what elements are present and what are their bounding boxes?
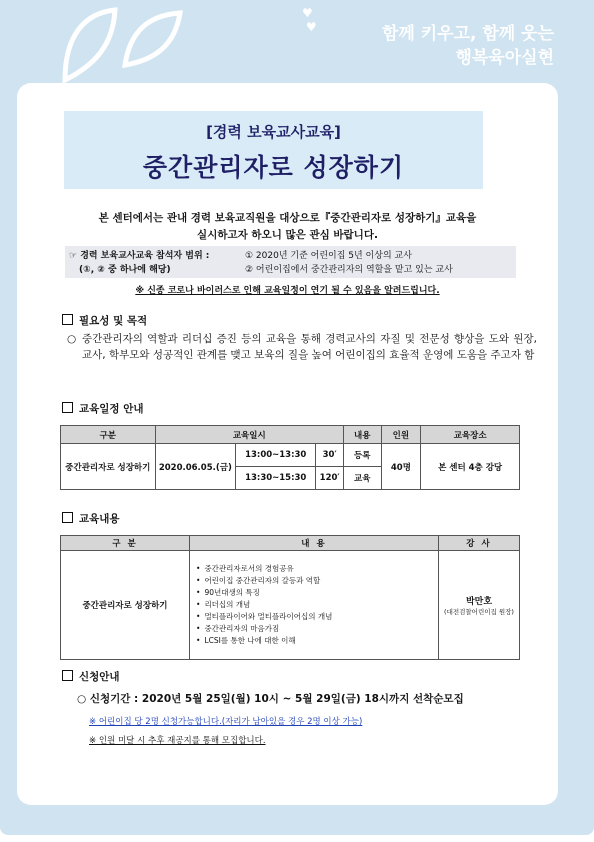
- hearts-icon: ♥ ♥: [302, 6, 317, 34]
- lecturer-name: 박만호: [465, 597, 493, 607]
- content-heading: 교육내용: [62, 511, 120, 526]
- apply-heading: 신청안내: [62, 669, 120, 684]
- list-item: • 어린이집 중간관리자의 갈등과 역할: [196, 575, 438, 587]
- list-item: • 90년대생의 특징: [196, 587, 438, 599]
- list-item: • LCSI를 통한 나에 대한 이해: [196, 635, 438, 647]
- purpose-paragraph: ○ 중간관리자의 역할과 리더십 증진 등의 교육을 통해 경력교사의 자질 및 전문성 향상을 도와 원장, 교사, 학부모와 성공적인 관계를 맺고 보육의 질을 높여 어린이집의 효율적 운영에 도움을 주고자 함: [67, 333, 537, 361]
- slogan: 함께 키우고, 함께 웃는 행복육아실현: [381, 24, 554, 68]
- list-item: • 중간관리자로서의 경험공유: [196, 563, 438, 575]
- apply-period: ○ 신청기간 : 2020년 5월 25일(월) 10시 ~ 5월 29일(금) 18시까지 선착순모집: [77, 693, 464, 705]
- content-panel: [17, 83, 558, 805]
- leaf-decoration-icon: [55, 5, 185, 85]
- page-title: 중간관리자로 성장하기: [142, 153, 405, 182]
- requirements-box: ☞ 경력 보육교사교육 참석자 범위 : (①, ② 중 하나에 해당) ① 2020년 기준 어린이집 5년 이상의 교사 ② 어린이집에서 중간관리자의 역할을 맡고 있는 교사: [65, 246, 516, 278]
- content-items-list: [190, 551, 439, 660]
- checkbox-square-icon: [62, 314, 73, 325]
- list-item: • 리더십의 개념: [196, 599, 438, 611]
- title-category: [경력 보육교사교육]: [206, 123, 341, 141]
- content-table: 구 분 내 용 강 사 중간관리자로 성장하기 • 중간관리자로서의 경험공유 • 어린이집 중간관리자의 갈등과 역할 • 90년대생의 특징 • 리더십의 개념 • 멀티플라이어와 멀티플라이어십의 개념 • 중간관리자의 마음가짐 • LCSI를 통한 나에 대한 이해 박만호 (대전검찰어린이집 원장): [60, 535, 520, 660]
- lecturer-org: (대전검찰어린이집 원장): [444, 608, 514, 616]
- apply-note-limit: ※ 어린이집 당 2명 신청가능합니다.(자리가 남아있을 경우 2명 이상 가능): [89, 717, 363, 727]
- schedule-table: 구분 교육일시 내용 인원 교육장소 중간관리자로 성장하기 2020.06.05.(금) 13:00~13:30 30′ 등록 40명 본 센터 4층 강당 13:30~15:30 120′ 교육: [60, 425, 520, 490]
- schedule-heading: 교육일정 안내: [62, 401, 144, 416]
- checkbox-square-icon: [62, 670, 73, 681]
- title-box: [64, 111, 483, 189]
- corona-notice: ※ 신종 코로나 바이러스로 인해 교육일정이 연기 될 수 있음을 알려드립니다.: [135, 286, 440, 296]
- pointer-icon: ☞: [69, 251, 78, 261]
- purpose-heading: 필요성 및 목적: [62, 313, 147, 328]
- checkbox-square-icon: [62, 512, 73, 523]
- checkbox-square-icon: [62, 402, 73, 413]
- list-item: • 멀티플라이어와 멀티플라이어십의 개념: [196, 611, 438, 623]
- intro-text: 본 센터에서는 관내 경력 보육교직원을 대상으로『중간관리자로 성장하기』교육을 실시하고자 하오니 많은 관심 바랍니다.: [98, 212, 477, 241]
- list-item: • 중간관리자의 마음가짐: [196, 623, 438, 635]
- apply-note-recruit: ※ 인원 미달 시 추후 재공지를 통해 모집합니다.: [89, 736, 266, 746]
